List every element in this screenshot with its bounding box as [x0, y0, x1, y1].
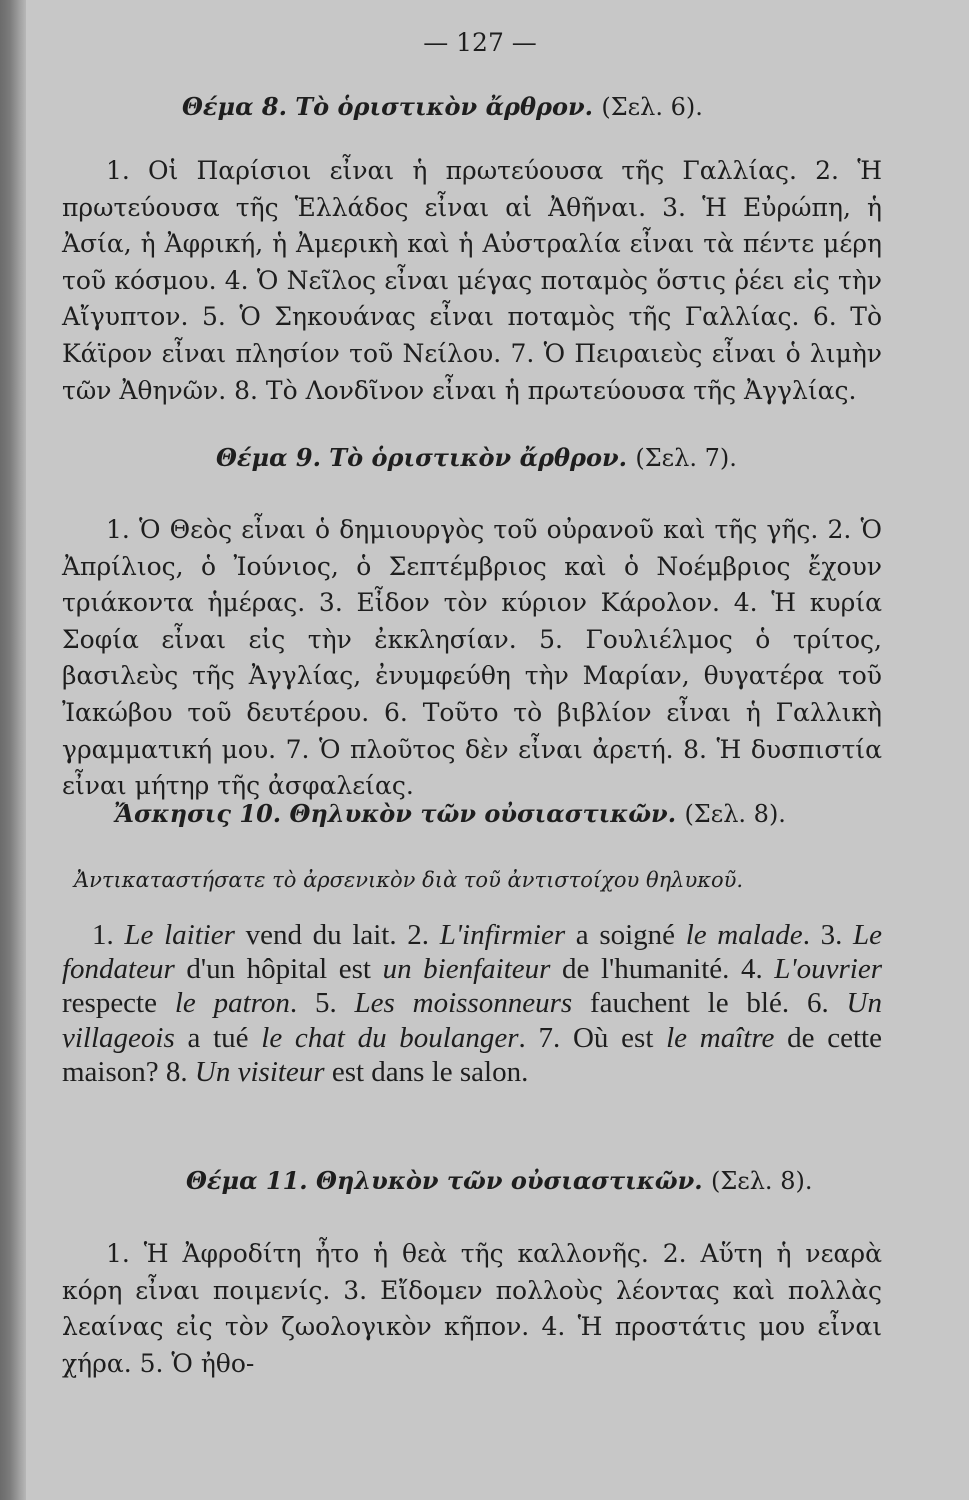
section-9-heading [216, 443, 737, 472]
section-8-title: Θέμα 8. Τὸ ὁριστικὸν ἄρθρον. [182, 92, 593, 121]
page-number: — 127 — [423, 28, 537, 57]
run-11: L'ouvrier [774, 953, 882, 986]
section-9-ref: (Σελ. 7). [635, 444, 737, 472]
run-7: Le fondateur [62, 919, 883, 986]
run-18: a tué [174, 1021, 262, 1054]
section-8-ref: (Σελ. 6). [601, 93, 703, 121]
section-8-text: 1. Οἱ Παρίσιοι εἶναι ἡ πρωτεύουσα τῆς Γαλλίας. 2. Ἡ πρωτεύουσα τῆς Ἑλλάδος εἶναι αἱ Ἀθῆναι. 3. Ἡ Εὐρώπη, ἡ Ἀσία, ἡ Ἀφρική, ἡ Ἀμερικὴ καὶ ἡ Αὐστραλία εἶναι τὰ πέντε μέρη τοῦ κόσμου. 4. Ὁ Νεῖλος εἶναι μέγας ποταμὸς ὅστις ῥέει εἰς τὴν Αἴγυπτον. 5. Ὁ Σηκουάνας εἶναι ποταμὸς τῆς Γαλλίας. 6. Τὸ Κάϊρον εἶναι πλησίον τοῦ Νείλου. 7. Ὁ Πειραιεὺς εἶναι ὁ λιμὴν τῶν Ἀθηνῶν. 8. Τὸ Λονδῖνον εἶναι ἡ πρωτεύουσα τῆς Ἀγγλίας. [62, 156, 882, 405]
run-1: Le laitier [124, 919, 235, 951]
run-24: est dans le salon. [324, 1055, 529, 1088]
section-11-heading [186, 1166, 812, 1195]
run-6: . 3. [802, 919, 854, 951]
run-3: L'infirmier [439, 919, 566, 951]
run-23: Un visiteur [194, 1055, 325, 1088]
run-2: vend du lait. 2. [234, 919, 440, 951]
run-22: de cette maison? 8. [62, 1021, 882, 1088]
run-0: 1. [92, 919, 125, 951]
section-9-title: Θέμα 9. Τὸ ὁριστικὸν ἄρθρον. [216, 443, 627, 472]
section-10-title: Ἄσκησις 10. Θηλυκὸν τῶν οὐσιαστικῶν. [114, 799, 677, 828]
run-15: Les moissonneurs [354, 987, 573, 1020]
section-11-title: Θέμα 11. Θηλυκὸν τῶν οὐσιαστικῶν. [186, 1166, 703, 1195]
book-page [26, 0, 969, 1500]
section-11-ref: (Σελ. 8). [710, 1167, 813, 1195]
section-9-text: 1. Ὁ Θεὸς εἶναι ὁ δημιουργὸς τοῦ οὐρανοῦ καὶ τῆς γῆς. 2. Ὁ Ἀπρίλιος, ὁ Ἰούνιος, ὁ Σεπτέμβριος καὶ ὁ Νοέμβριος ἔχουν τριάκοντα ἡμέρας. 3. Εἶδον τὸν κύριον Κάρολον. 4. Ἡ κυρία Σοφία εἶναι εἰς τὴν ἐκκλησίαν. 5. Γουλιέλμος ὁ τρίτος, βασιλεὺς τῆς Ἀγγλίας, ἐνυμφεύθη τὴν Μαρίαν, θυγατέρα τοῦ Ἰακώβου τοῦ δευτέρου. 6. Τοῦτο τὸ βιβλίον εἶναι ἡ Γαλλικὴ γραμματική μου. 7. Ὁ πλοῦτος δὲν εἶναι ἀρετή. 8. Ἡ δυσπιστία εἶναι μήτηρ τῆς ἀσφαλείας. [62, 515, 882, 801]
run-14: . 5. [289, 987, 355, 1020]
section-10-instruction: Ἀντικαταστήσατε τὸ ἀρσενικὸν διὰ τοῦ ἀντιστοίχου θηλυκοῦ. [74, 868, 744, 892]
run-8: d'un hôpital est [174, 953, 383, 986]
run-17: Un villageois [62, 987, 882, 1054]
run-13: le patron [174, 987, 290, 1020]
run-21: le maître [666, 1021, 775, 1054]
run-12: respecte [62, 987, 175, 1020]
run-4: a soigné [565, 919, 686, 951]
run-20: . 7. Où est [518, 1021, 667, 1054]
section-11-text: 1. Ἡ Ἀφροδίτη ἦτο ἡ θεὰ τῆς καλλονῆς. 2. Αὕτη ἡ νεαρὰ κόρη εἶναι ποιμενίς. 3. Εἴδομεν πολλοὺς λέοντας καὶ πολλὰς λεαίνας εἰς τὸν ζωολογικὸν κῆπον. 4. Ἡ προστάτις μου εἶναι χήρα. 5. Ὁ ἠθο- [62, 1239, 882, 1378]
section-10-heading [114, 799, 786, 828]
section-8-heading [182, 92, 703, 121]
run-5: le malade [685, 919, 803, 951]
run-10: de l'humanité. 4. [550, 953, 775, 986]
section-10-exercise [62, 918, 882, 1089]
run-16: fauchent le blé. 6. [572, 987, 847, 1020]
section-10-ref: (Σελ. 8). [684, 800, 786, 828]
run-19: le chat du boulanger [261, 1021, 519, 1054]
run-9: un bienfaiteur [382, 953, 551, 986]
